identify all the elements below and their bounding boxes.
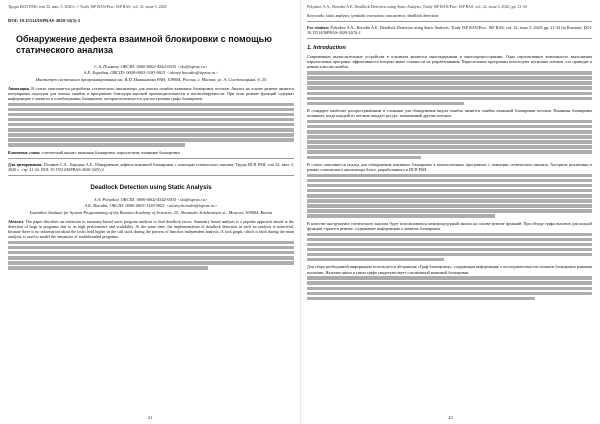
doi[interactable]: DOI: 10.15514/ISPRAS-2020-32(5)-2 (8, 18, 81, 23)
article-title-en: Deadlock Detection using Static Analysis (90, 184, 212, 192)
page-number: 22 (448, 415, 453, 420)
citation-en: For citation: Polyakov S.A., Borodin A.E. Deadlock Detection using Static Analysis. Trudy ISP RAN/Proc. ISP RAS, vol. 32, issue 5, 2020, pp. 21-34 (in Russian). DOI: 10.15514/ISPRAS-2020-32(5)-2 (307, 25, 593, 36)
page-number: 21 (147, 415, 153, 420)
right-page (300, 0, 600, 424)
article-title-ru: Обнаружение дефекта взаимной блокировки с помощью статического анализа (16, 34, 272, 55)
abstract-ru-continued (8, 103, 294, 147)
intro-paragraph: Для сбора необходимой информации используется абстракция «Граф блокировок», содержащая информацию о последовательности захватов блокировок разными потоками. Наличие цикла в таком графе свидетельствует о возможной взаимной блокировке. (307, 264, 592, 275)
divider (8, 158, 294, 159)
intro-text-lines (307, 233, 592, 262)
divider (307, 21, 592, 22)
citation-ru: Для цитирования: Поляков С.А., Бородин А.Е. Обнаружение дефекта взаимной блокировки с помощью статического анализа. Труды ИСП РАН, том 32, вып. 5, 2020 г., стр. 21-34. DOI: 10.15514/ISPRAS-2020-32(5)-2 (8, 161, 295, 172)
affiliation-ru: Институт системного программирования им. В.П. Иванникова РАН, 109004, Россия, г. Москва, ул. А. Солженицына, д. 25 (35, 77, 267, 83)
affiliation-en: Ivannikov Institute for System Programming of the Russian Academy of Sciences, 25, Alexander Solzhenitsyn st., Moscow, 109004, Russia (29, 210, 273, 216)
intro-text-lines (307, 71, 592, 105)
abstract-en: Abstract. The paper describes an extension to summary-based static program analysis to find deadlock errors. Summary based analysis is a popular approach aimed at the detection of bugs in programs due to its high performance and scalability. At the same time, the implementation of deadlock detection in such an analysis is nontrivial, because there is no information about the locks held higher in the call stack during the process of function independent analysis. A lock graph, which is built during the main analysis, is used to model the semantics of multithreaded programs. (8, 218, 294, 240)
intro-paragraph: Современные вычислительные устройства в основном являются многоядерными и многопроцессорными. Одна перспективное возможность выполнения параллельных программ, эффективность которых выше сложности их разрабатывания. Параллельные программы используют несколько потоков, что приводит к новым классам ошибок. (307, 54, 592, 70)
intro-text-lines (307, 174, 592, 218)
divider (8, 175, 294, 176)
authors-ru: С.А. Поляков, ORCID: 0000-0002-4542-0035 <slx@ispras.ru> А.Е. Бородин, ORCID: 0000-0003-3183-9821 <alexey.borodin@ispras.ru> (83, 64, 219, 75)
intro-text-lines (307, 276, 592, 300)
keywords-ru: Ключевые слова: статический анализ; взаимная блокировка; параллелизм; взаимные блокировки (8, 149, 180, 155)
running-header: Polyakov S.A., Borodin A.E. Deadlock Detection using Static Analysis. Trudy ISP RAN/Proc. ISP RAS, vol. 32, issue 5, 2020, pp. 21-34 (307, 4, 527, 9)
abstract-en-continued (8, 241, 294, 270)
intro-text-lines (307, 120, 592, 159)
intro-paragraph: В качестве инструмента статического анализа будет использоваться межпроцедурный анализ на основе резюме функций. При обходе графа вызовов для каждой функции строится резюме, содержащее информацию о захватах блокировок. (307, 220, 592, 231)
divider (307, 38, 592, 39)
authors-en: S.A. Polyakov, ORCID: 0000-0002-4542-0035 <slx@ispras.ru> A.E. Borodin, ORCID: 0000-0003-3183-9821 <alexey.borodin@ispras.ru> (84, 197, 218, 208)
keywords-en: Keywords: static analysis; symbolic execution; concurrency; deadlock detection (307, 13, 439, 18)
running-header: Труды ИСП РАН, том 32, вып. 5, 2020 г. // Trudy ISP RAN/Proc. ISP RAS, vol. 32, issue 5, 2020 (8, 4, 167, 9)
abstract-ru: Аннотация. В статье описывается разработка статического анализатора для поиска ошибок взаимных блокировок потоков. Анализ на основе резюме является популярным подходом для поиска ошибок в программах благодаря высокой производительности и масштабируемости. При этом резюме функций содержат информацию о захватах и освобождениях блокировок, которая используется для построения графа блокировок. (8, 85, 295, 101)
intro-paragraph: В стандарте наиболее распространённым и сложным для обнаружения видом ошибок является ошибка взаимной блокировки потоков. Взаимная блокировка возникает, когда каждый из потоков ожидает ресурс, захваченный другим потоком. (307, 108, 592, 119)
section-heading: 1. Introduction (307, 45, 346, 52)
intro-paragraph: В статье описывается подход для обнаружения взаимных блокировок в многопоточных программах с помощью статического анализа. Алгоритм реализован в рамках статического анализатора Svace, разработанного в ИСП РАН. (307, 161, 592, 173)
